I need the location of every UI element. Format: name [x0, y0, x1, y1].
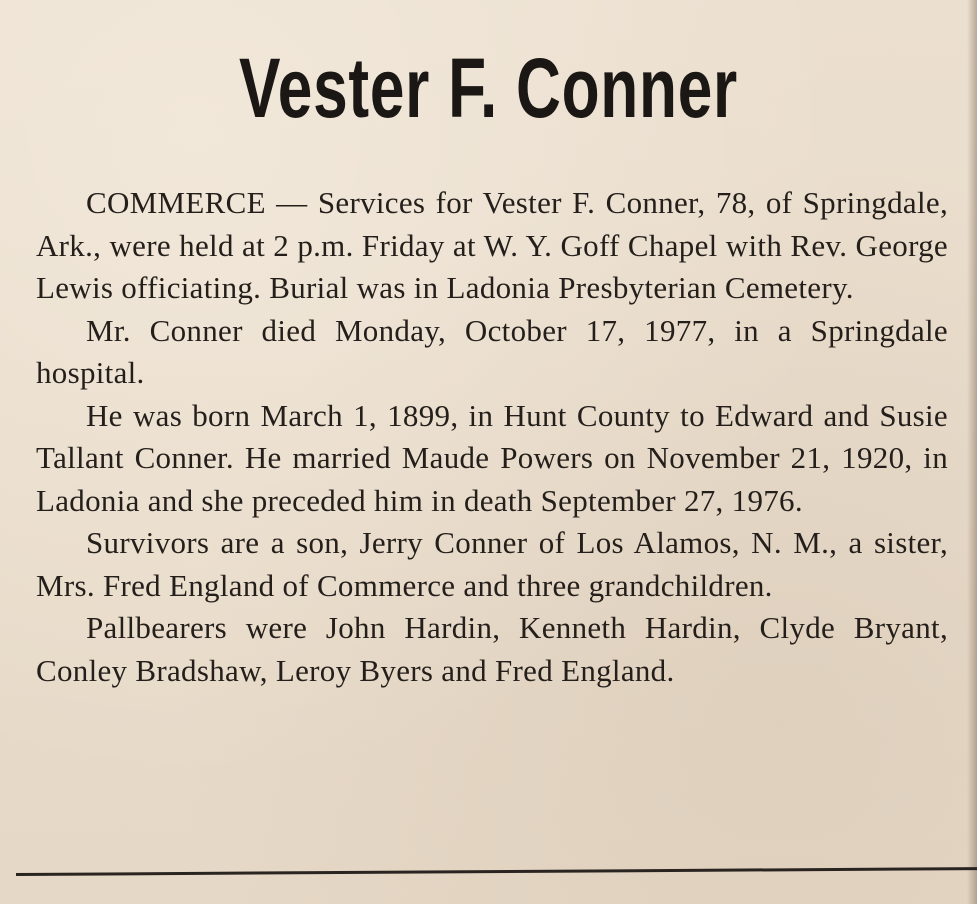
paragraph-pallbearers: Pallbearers were John Hardin, Kenneth Hardin, Clyde Bryant, Conley Bradshaw, Leroy Byers and Fred England.: [36, 610, 948, 688]
obituary-body: [36, 182, 948, 692]
paragraph-survivors: Survivors are a son, Jerry Conner of Los Alamos, N. M., a sister, Mrs. Fred England of Commerce and three grandchildren.: [36, 525, 948, 603]
paragraph-services: COMMERCE — Services for Vester F. Conner, 78, of Springdale, Ark., were held at 2 p.m. Friday at W. Y. Goff Chapel with Rev. George Lewis officiating. Burial was in Ladonia Presbyterian Cemetery.: [36, 185, 948, 305]
paragraph-death: Mr. Conner died Monday, October 17, 1977, in a Springdale hospital.: [36, 312, 948, 390]
paragraph-birth-marriage: He was born March 1, 1899, in Hunt County to Edward and Susie Tallant Conner. He married Maude Powers on November 21, 1920, in Ladonia and she preceded him in death September 27, 1976.: [36, 397, 948, 518]
column-rule: [16, 867, 977, 876]
obituary-headline: Vester F. Conner: [239, 41, 738, 135]
page-edge-shadow: [967, 0, 977, 904]
